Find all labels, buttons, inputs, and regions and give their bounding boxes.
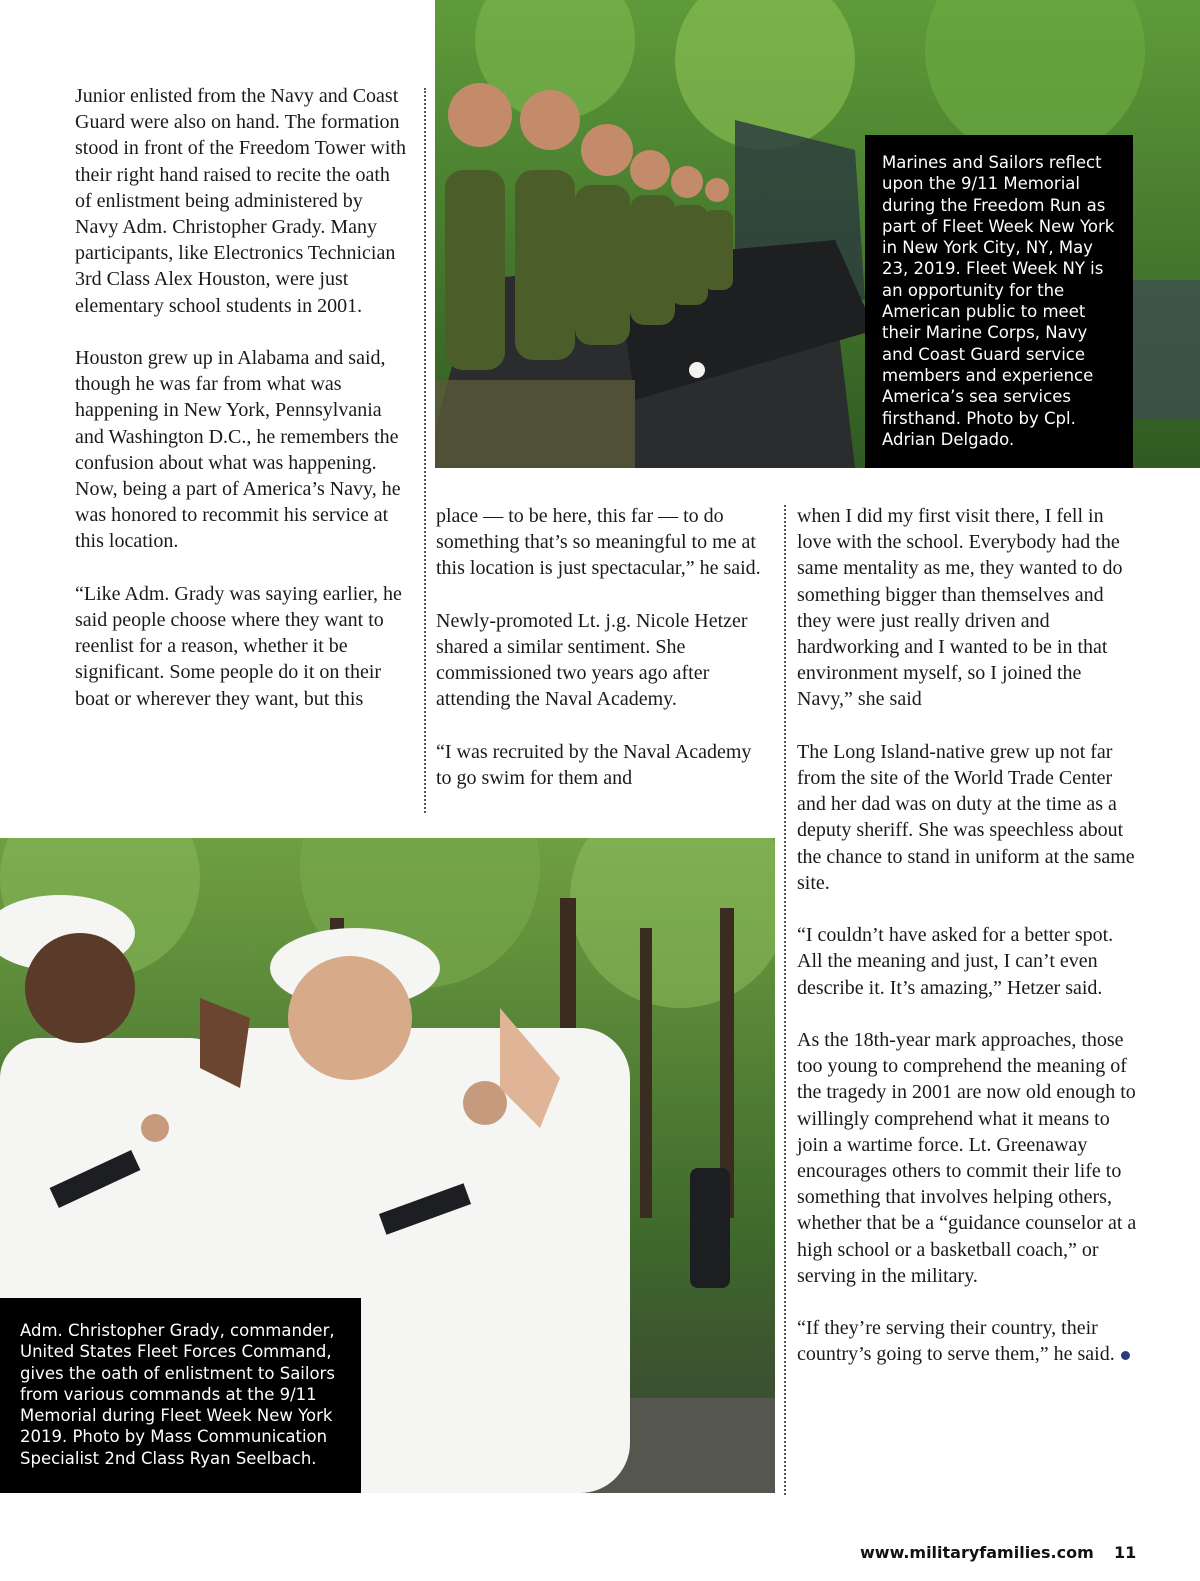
end-of-article-bullet-icon (1121, 1351, 1130, 1360)
text-column-3 (797, 503, 1142, 1394)
top-photo-caption: Marines and Sailors reflect upon the 9/11 Memorial during the Freedom Run as part of Fleet Week New York in New York City, NY, May 23, 2019. Fleet Week NY is an opportunity for the American public to meet their Marine Corps, Navy and Coast Guard service members and experience America’s sea services firsthand. Photo by Cpl. Adrian Delgado. (865, 135, 1133, 468)
page-number: 11 (1114, 1543, 1137, 1562)
paragraph (797, 1315, 1142, 1367)
footer-url[interactable]: www.militaryfamilies.com (860, 1543, 1094, 1562)
bottom-photo-caption: Adm. Christopher Grady, commander, United States Fleet Forces Command, gives the oath of enlistment to Sailors from various commands at the 9/11 Memorial during Fleet Week New York 2019. Photo by Mass Communication Specialist 2nd Class Ryan Seelbach. (0, 1298, 361, 1493)
paragraph: As the 18th-year mark approaches, those too young to comprehend the meaning of the tragedy in 2001 are now old enough to willingly comprehend what it means to join a wartime force. Lt. Greenaway encourages others to commit their life to something that involves helping others, whether that be a “guidance counselor at a high school or a basketball coach,” or serving in the military. (797, 1029, 1137, 1287)
closing-quote: “If they’re serving their country, their country’s going to serve them,” he said. (797, 1317, 1115, 1366)
text-column-2 (436, 503, 764, 817)
paragraph: Houston grew up in Alabama and said, though he was far from what was happening in New York, Pennsylvania and Washington D.C., he remembers the confusion about what was happening. Now, being a part of America’s Navy, he was honored to recommit his service at this location. (75, 347, 401, 553)
text-column-1 (75, 83, 410, 738)
paragraph: “I was recruited by the Naval Academy to go swim for them and (436, 740, 752, 789)
paragraph: Junior enlisted from the Navy and Coast Guard were also on hand. The formation stood in front of the Freedom Tower with their right hand raised to recite the oath of enlistment being administered by Navy Adm. Christopher Grady. Many participants, like Electronics Technician 3rd Class Alex Houston, were just elementary school students in 2001. (75, 85, 406, 317)
column-divider (784, 505, 786, 1495)
paragraph: “Like Adm. Grady was saying earlier, he said people choose where they want to reenlist for a reason, whether it be significant. Some people do it on their boat or wherever they want, but this (75, 582, 402, 710)
paragraph: when I did my first visit there, I fell in love with the school. Everybody had the same mentality as me, they wanted to do something bigger than themselves and they were just really driven and hardworking and I wanted to be in that environment myself, so I joined the Navy,” she said (797, 505, 1123, 711)
paragraph: The Long Island-native grew up not far from the site of the World Trade Center and her dad was on duty at the time as a deputy sheriff. She was speechless about the chance to stand in uniform at the same site. (797, 740, 1135, 894)
paragraph: “I couldn’t have asked for a better spot. All the meaning and just, I can’t even describe it. It’s amazing,” Hetzer said. (797, 924, 1114, 999)
paragraph: Newly-promoted Lt. j.g. Nicole Hetzer shared a similar sentiment. She commissioned two years ago after attending the Naval Academy. (436, 609, 748, 711)
column-divider (424, 88, 426, 813)
paragraph: place — to be here, this far — to do something that’s so meaningful to me at this location is just spectacular,” he said. (436, 505, 761, 580)
